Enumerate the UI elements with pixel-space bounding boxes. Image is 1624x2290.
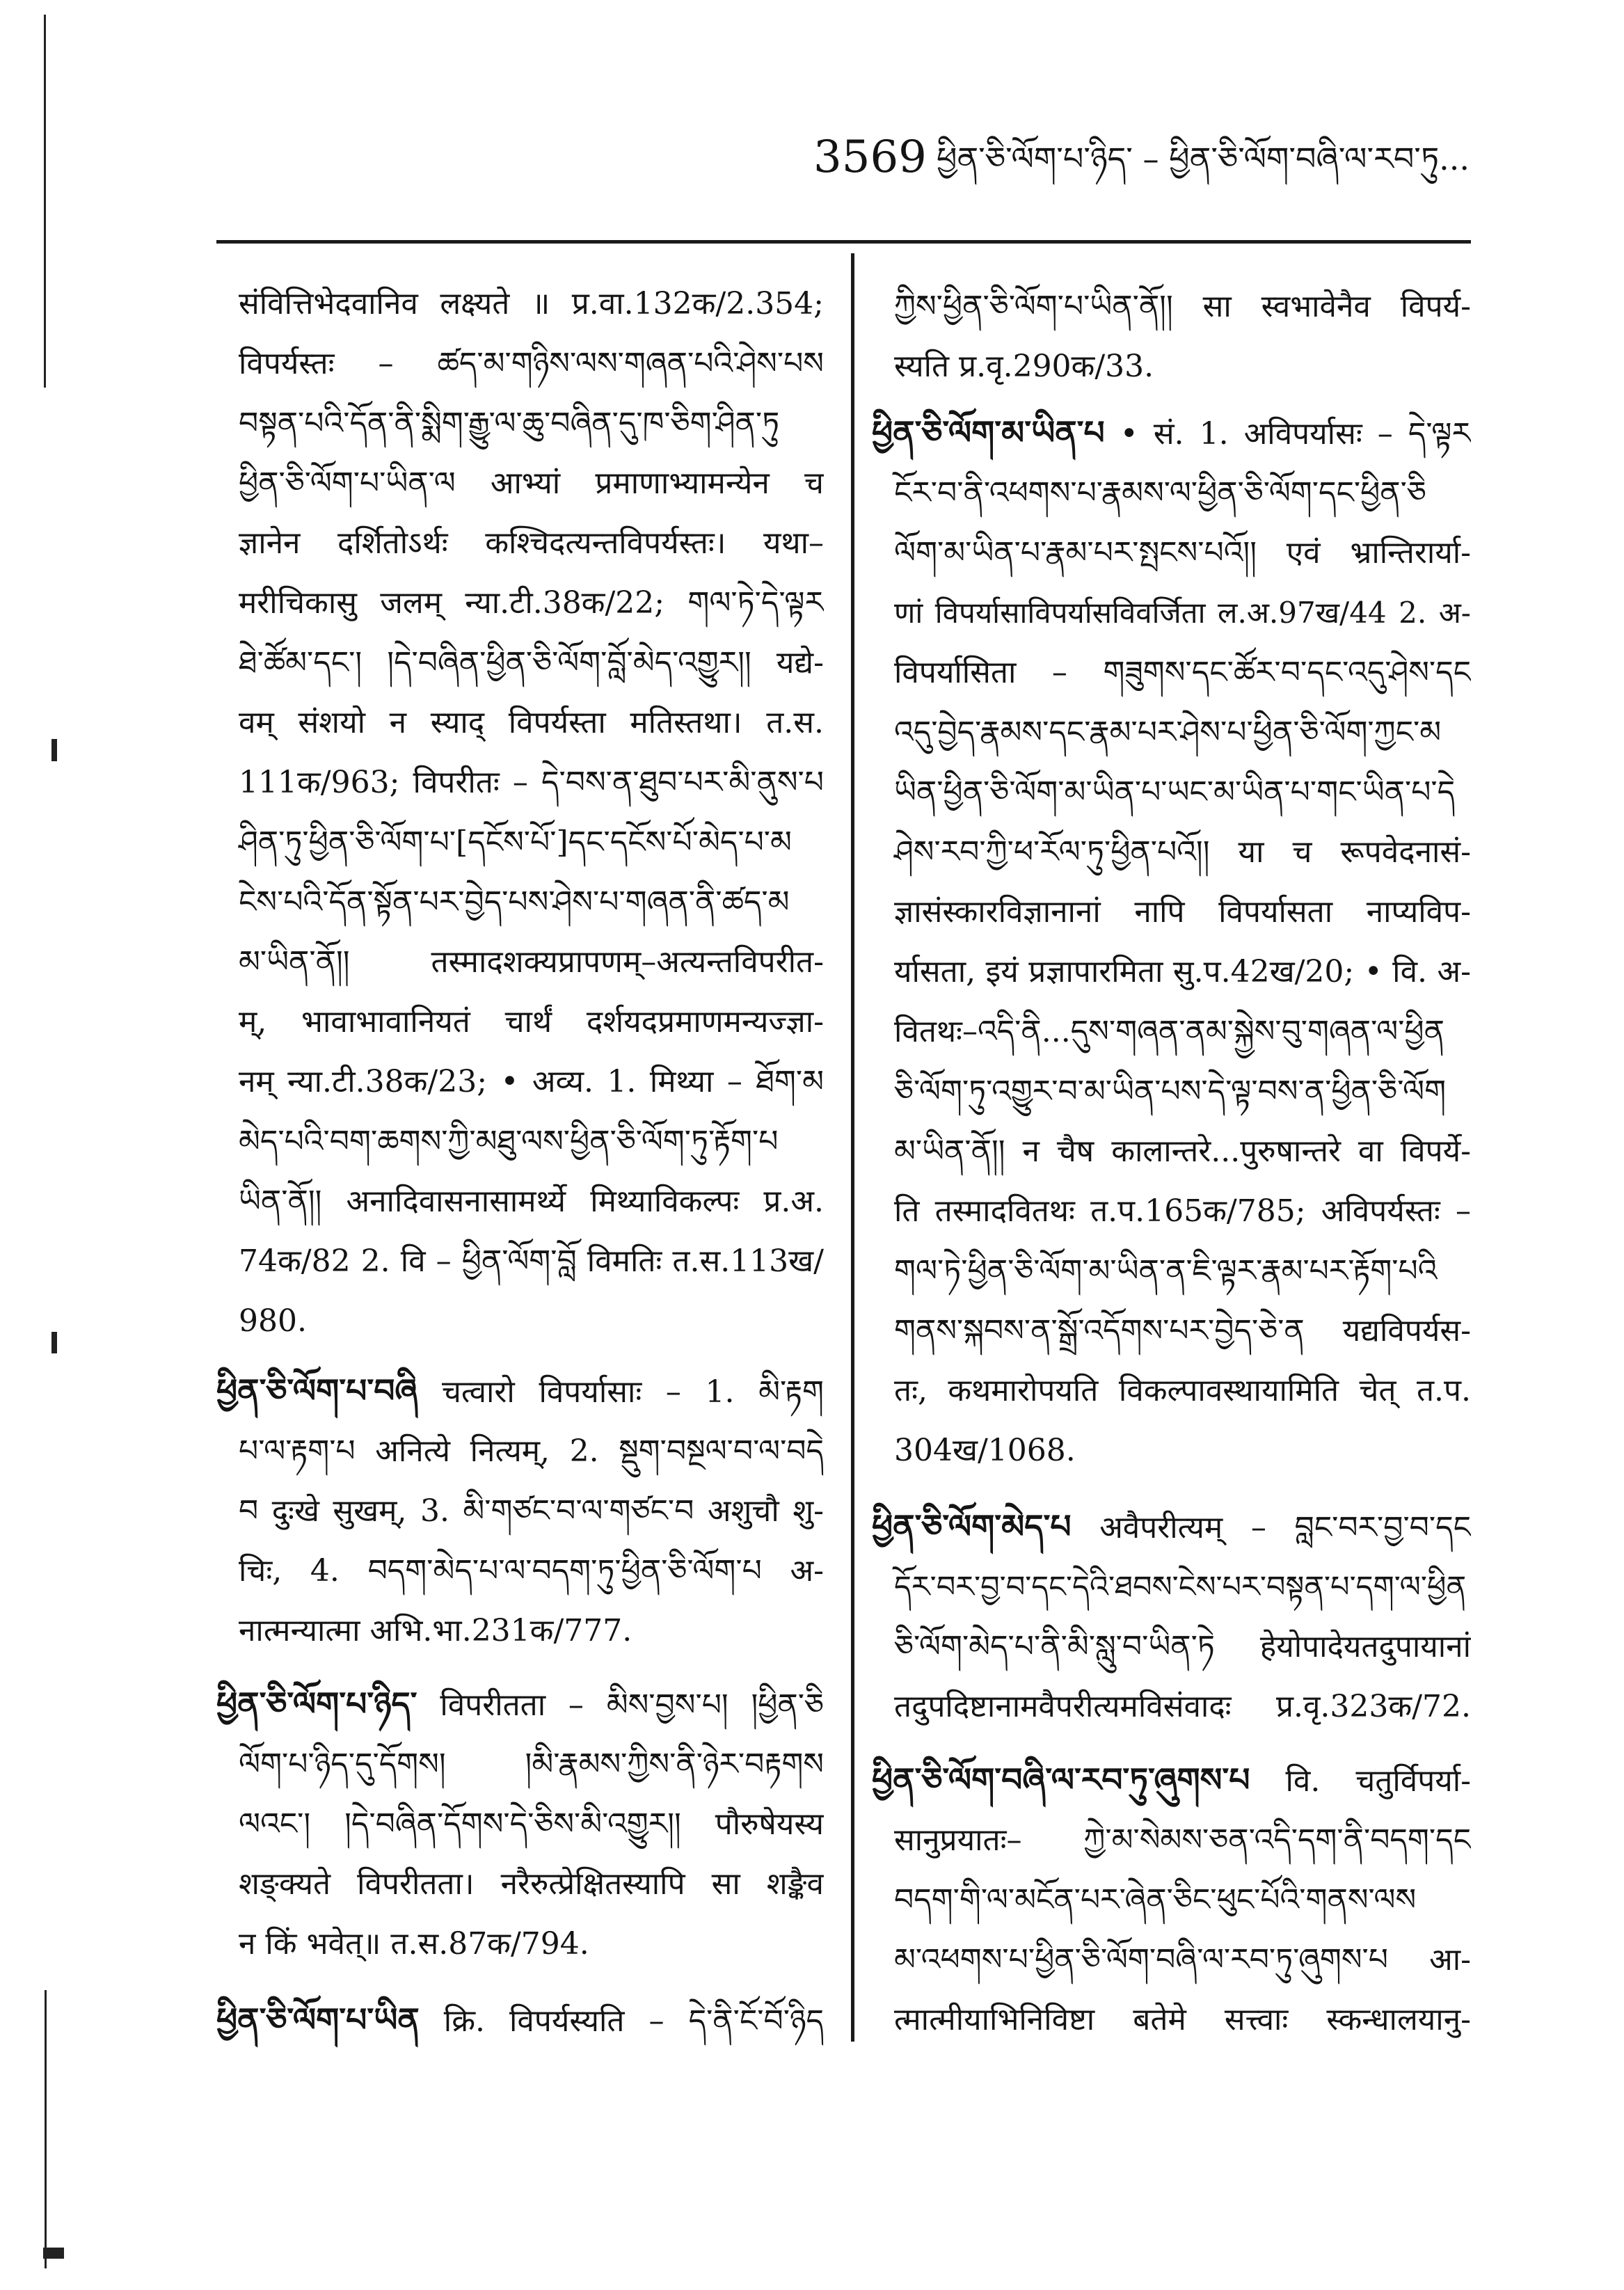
text-line: 74क/82 2. वि – ཕྱིན་ལོག་བློ विमतिः त.स.113ख/ xyxy=(239,1243,824,1279)
dictionary-entry xyxy=(872,277,1471,397)
text-line: ཅི་ལོག་མེད་པ་ནི་མི་སླུ་བ་ཡིན་ཏེ हेयोपादेयतदुपायानां xyxy=(894,1629,1471,1664)
text-line: ལའང་། །དེ་བཞིན་དོགས་དེ་ཅིས་མི་འགྱུར།། पौरुषेयस्य xyxy=(239,1806,824,1842)
scan-mark xyxy=(51,1332,57,1353)
left-column xyxy=(216,274,824,2051)
text-line: ཀྱིས་ཕྱིན་ཅི་ལོག་པ་ཡིན་ནོ།། सा स्वभावेनैव विपर्य- xyxy=(894,289,1471,324)
text-line: मरीचिकासु जलम् न्या.टी.38क/22; གལ་ཏེ་དེ་ལྟར xyxy=(239,585,824,621)
right-column xyxy=(872,277,1471,2050)
dictionary-entry xyxy=(872,404,1471,1481)
text-line: ཕྱིན་ཅི་ལོག་པ་ཡིན་ལ आभ्यां प्रमाणाभ्यामन्येन च xyxy=(239,466,824,501)
text-line: वम् संशयो न स्याद् विपर्यस्ता मतिस्तथा। त.स. xyxy=(239,705,824,740)
text-line: མ་འཕགས་པ་ཕྱིན་ཅི་ལོག་བཞི་ལ་རབ་ཏུ་ཞུགས་པ आ- xyxy=(894,1942,1471,1978)
definition-text: क्रि. विपर्यस्यति – དེ་ནི་ངོ་བོ་ཉིད xyxy=(443,2003,824,2039)
headword: ཕྱིན་ཅི་ལོག་པ་ཡིན xyxy=(216,2001,420,2039)
text-line xyxy=(216,1991,824,2051)
text-line xyxy=(872,404,1471,463)
text-line: र्यासता, इयं प्रज्ञापारमिता सु.प.42ख/20; • वि. अ- xyxy=(894,954,1471,989)
definition-text: वि. चतुर्विपर्या- xyxy=(1285,1763,1471,1799)
text-line: स्यति प्र.वृ.290क/33. xyxy=(894,349,1154,384)
dictionary-entry xyxy=(216,1675,824,1974)
text-line: शङ्क्यते विपरीतता। नरैरुत्प्रेक्षितस्यापि सा शङ्कैव xyxy=(239,1866,824,1902)
text-line: वितथः–འདི་ནི...དུས་གཞན་ནམ་སྐྱེས་བུ་གཞན་ལ་ཕྱིན xyxy=(894,1014,1444,1049)
dictionary-entry xyxy=(216,274,824,1351)
definition-text: • सं. 1. अविपर्यासः – དེ་ལྟར xyxy=(1120,416,1471,452)
text-line: संवित्तिभेदवानिव लक्ष्यते ॥ प्र.वा.132क/2.354; xyxy=(239,286,824,321)
text-line: བ दुःखे सुखम्, 3. མི་གཙང་བ་ལ་གཙང་བ अशुचौ शु- xyxy=(239,1493,824,1529)
text-line: དོར་བར་བྱ་བ་དང་དེའི་ཐབས་ངེས་པར་བསྟན་པ་དག་ལ་ཕྱིན xyxy=(894,1570,1467,1605)
text-line: 304ख/1068. xyxy=(894,1433,1076,1468)
text-line: नात्मन्यात्मा अभि.भा.231क/777. xyxy=(239,1613,632,1648)
text-line: ལོག་མ་ཡིན་པ་རྣམ་པར་སྤངས་པའོ།། एवं भ्रान्तिरार्या- xyxy=(894,535,1471,571)
dictionary-entry xyxy=(216,1991,824,2051)
text-line: णां विपर्यासाविपर्यासविवर्जिता ल.अ.97ख/44 2. अ- xyxy=(894,596,1471,630)
text-line: विपर्यस्तः – ཚད་མ་གཉིས་ལས་གཞན་པའི་ཤེས་པས xyxy=(239,346,824,381)
scan-mark xyxy=(51,739,57,761)
definition-text: विपरीतता – མིས་བྱས་པ། །ཕྱིན་ཅི xyxy=(440,1687,824,1723)
text-line: ज्ञासंस्कारविज्ञानानां नापि विपर्यासता नाप्यविप- xyxy=(894,894,1471,930)
column-divider xyxy=(851,253,854,2042)
text-line: 980. xyxy=(239,1303,307,1339)
text-line: नम् न्या.टी.38क/23; • अव्य. 1. मिथ्या – ཐོག་མ xyxy=(239,1064,824,1099)
text-line: विपर्यासिता – གཟུགས་དང་ཚོར་བ་དང་འདུ་ཤེས་དང xyxy=(894,655,1471,690)
headword: ཕྱིན་ཅི་ལོག་པ་བཞི xyxy=(216,1372,418,1410)
text-line: གནས་སྐབས་ན་སྒྲོ་འདོགས་པར་བྱེད་ཅེ་ན यद्यविपर्यस- xyxy=(894,1313,1471,1349)
text-line: ཤིན་ཏུ་ཕྱིན་ཅི་ལོག་པ་[དངོས་པོ་]དང་དངོས་པོ་མེད་པ་མ xyxy=(239,825,792,860)
text-line: त्मात्मीयाभिनिविष्टा बतेमे सत्त्वाः स्कन्धालयानु- xyxy=(894,2002,1471,2037)
text-line xyxy=(872,1497,1471,1557)
text-line: तः, कथमारोपयति विकल्पावस्थायामिति चेत् त.प. xyxy=(894,1373,1471,1408)
text-line: མ་ཡིན་ནོ།། तस्मादशक्यप्रापणम्–अत्यन्तविपरीत- xyxy=(239,944,824,980)
text-line: ངོར་བ་ནི་འཕགས་པ་རྣམས་ལ་ཕྱིན་ཅི་ལོག་དང་ཕྱིན་ཅི xyxy=(894,475,1426,511)
text-line: མེད་པའི་བག་ཆགས་ཀྱི་མཐུ་ལས་ཕྱིན་ཅི་ལོག་ཏུ་རྟོག་པ xyxy=(239,1124,779,1159)
text-line: न किं भवेत्॥ त.स.87क/794. xyxy=(239,1926,589,1962)
text-line: ति तस्मादवितथः त.प.165क/785; अविपर्यस्तः – xyxy=(894,1193,1471,1229)
headword: ཕྱིན་ཅི་ལོག་མེད་པ xyxy=(872,1508,1072,1546)
text-line: འདུ་བྱེད་རྣམས་དང་རྣམ་པར་ཤེས་པ་ཕྱིན་ཅི་ལོག་ཀྱང་མ xyxy=(894,715,1442,750)
scan-mark xyxy=(43,2248,64,2259)
text-line: ངེས་པའི་དོན་སྟོན་པར་བྱེད་པས་ཤེས་པ་གཞན་ནི་ཚད་མ xyxy=(239,884,790,920)
text-line: सानुप्रयातः– ཀྱེ་མ་སེམས་ཅན་འདི་དག་ནི་བདག་དང xyxy=(894,1822,1471,1858)
scan-edge-line-bottom xyxy=(45,1990,47,2268)
text-line: པ་ལ་རྟག་པ अनित्ये नित्यम्, 2. སྡུག་བསྔལ་བ་ལ་བདེ xyxy=(239,1433,824,1469)
text-line: ཐེ་ཚོམ་དང་། །དེ་བཞིན་ཕྱིན་ཅི་ལོག་བློ་མེད་འགྱུར།། यद्ये- xyxy=(239,645,824,681)
text-line: म्, भावाभावानियतं चार्थं दर्शयदप्रमाणमन्यज्ज्ञा- xyxy=(239,1004,824,1040)
text-line: ཤེས་རབ་ཀྱི་ཕ་རོལ་ཏུ་ཕྱིན་པའོ།། या च रूपवेदनासं- xyxy=(894,834,1471,870)
text-line: གལ་ཏེ་ཕྱིན་ཅི་ལོག་མ་ཡིན་ན་ཇི་ལྟར་རྣམ་པར་རྟོག་པའི xyxy=(894,1253,1438,1289)
text-line: 111क/963; विपरीतः – དེ་བས་ན་ཐུབ་པར་མི་ནུས་པ xyxy=(239,765,824,800)
text-line xyxy=(872,1751,1471,1811)
text-line: ज्ञानेन दर्शितोऽर्थः कश्चिदत्यन्तविपर्यस्तः। यथा– xyxy=(239,525,824,561)
dictionary-entry xyxy=(872,1497,1471,1737)
scan-edge-line-top xyxy=(44,15,46,388)
headword: ཕྱིན་ཅི་ལོག་བཞི་ལ་རབ་ཏུ་ཞུགས་པ xyxy=(872,1761,1250,1799)
headword: ཕྱིན་ཅི་ལོག་པ་ཉིད་ xyxy=(216,1685,417,1724)
text-line: མ་ཡིན་ནོ།། न चैष कालान्तरे...पुरुषान्तरे वा विपर्ये- xyxy=(894,1134,1471,1169)
text-line: तदुपदिष्टानामवैपरीत्यमविसंवादः प्र.वृ.323क/72. xyxy=(894,1689,1471,1724)
text-line: चिः, 4. བདག་མེད་པ་ལ་བདག་ཏུ་ཕྱིན་ཅི་ལོག་པ अ- xyxy=(239,1553,824,1589)
text-line: ཅི་ལོག་ཏུ་འགྱུར་བ་མ་ཡིན་པས་དེ་ལྟ་བས་ན་ཕྱིན་ཅི་ལོག xyxy=(894,1074,1447,1109)
text-line: བསྟན་པའི་དོན་ནི་སྨིག་རྒྱུ་ལ་ཆུ་བཞིན་དུ་ཁ་ཅིག་ཤིན་ཏུ xyxy=(239,406,780,441)
dictionary-entry xyxy=(872,1751,1471,2050)
running-head: ཕྱིན་ཅི་ལོག་པ་ཉིད་ – ཕྱིན་ཅི་ལོག་བཞི་ལ་རབ་ཏུ... xyxy=(937,140,1470,177)
page-number: 3569 xyxy=(813,132,927,183)
text-line xyxy=(216,1675,824,1735)
text-line: ཡིན་ཕྱིན་ཅི་ལོག་མ་ཡིན་པ་ཡང་མ་ཡིན་པ་གང་ཡིན་པ་དེ xyxy=(894,774,1456,810)
headword: ཕྱིན་ཅི་ལོག་མ་ཡིན་པ xyxy=(872,414,1105,452)
dictionary-entry xyxy=(216,1362,824,1661)
definition-text: अवैपरीत्यम् – བླང་བར་བྱ་བ་དང xyxy=(1099,1510,1471,1545)
header-rule xyxy=(216,240,1471,244)
definition-text: चत्वारो विपर्यासाः – 1. མི་རྟག xyxy=(441,1374,824,1410)
text-line xyxy=(216,1362,824,1422)
text-line: ཡིན་ནོ།། अनादिवासनासामर्थ्ये मिथ्याविकल्पः प्र.अ. xyxy=(239,1184,824,1219)
text-line: བདག་གི་ལ་མངོན་པར་ཞེན་ཅིང་ཕུང་པོའི་གནས་ལས xyxy=(894,1882,1417,1918)
text-line: ལོག་པ་ཉིད་དུ་དོགས། །མི་རྣམས་ཀྱིས་ནི་ཉེར་བརྟགས xyxy=(239,1747,824,1782)
